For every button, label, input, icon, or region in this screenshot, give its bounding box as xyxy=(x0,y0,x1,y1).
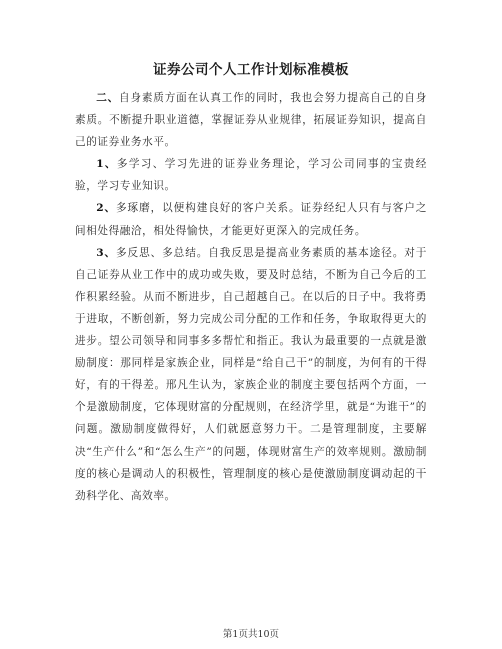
paragraph-item-3 xyxy=(75,242,427,507)
document-body xyxy=(75,87,427,507)
paragraph-item-1 xyxy=(75,153,427,197)
paragraph-lead: 二、 xyxy=(96,92,120,104)
paragraph-item-2 xyxy=(75,197,427,241)
paragraph-lead: 3、 xyxy=(96,246,117,259)
paragraph-lead: 1、 xyxy=(96,158,117,171)
paragraph-self-quality xyxy=(75,87,427,153)
paragraph-text: 多反思、多总结。自我反思是提高业务素质的基本途径。对于自己证券从业工作中的成功或失败，要及时总结，不断为自己今后的工作积累经验。从而不断进步，自己超越自己。在以后的日子中。我将勇于进取，不断创新，努力完成公司分配的工作和任务，争取取得更大的进步。望公司领导和同事多多帮忙和指正。我认为最重要的一点就是激励制度：那同样是家族企业，同样是“给自己干”的制度，为何有的干得好，有的干得差。邢凡生认为，家族企业的制度主要包括两个方面，一个是激励制度，它体现财富的分配规则，在经济学里，就是“为谁干”的问题。激励制度做得好，人们就愿意努力干。二是管理制度，主要解决“生产什么”和“怎么生产”的问题，体现财富生产的效率规则。激励制度的核心是调动人的积极性，管理制度的核心是使激励制度调动起的干劲科学化、高效率。 xyxy=(75,246,427,502)
paragraph-text: 自身素质方面在认真工作的同时，我也会努力提高自己的自身素质。不断提升职业道德，掌握证券从业规律，拓展证券知识，提高自己的证券业务水平。 xyxy=(75,92,428,149)
paragraph-text: 多琢磨，以便构建良好的客户关系。证券经纪人只有与客户之间相处得融洽，相处得愉快，才能更好更深入的完成任务。 xyxy=(75,202,427,237)
paragraph-lead: 2、 xyxy=(96,202,117,215)
paragraph-text: 多学习、学习先进的证券业务理论，学习公司同事的宝贵经验，学习专业知识。 xyxy=(75,158,427,193)
page-number-footer: 第1页共10页 xyxy=(222,629,280,640)
document-title: 证券公司个人工作计划标准模板 xyxy=(153,62,349,78)
